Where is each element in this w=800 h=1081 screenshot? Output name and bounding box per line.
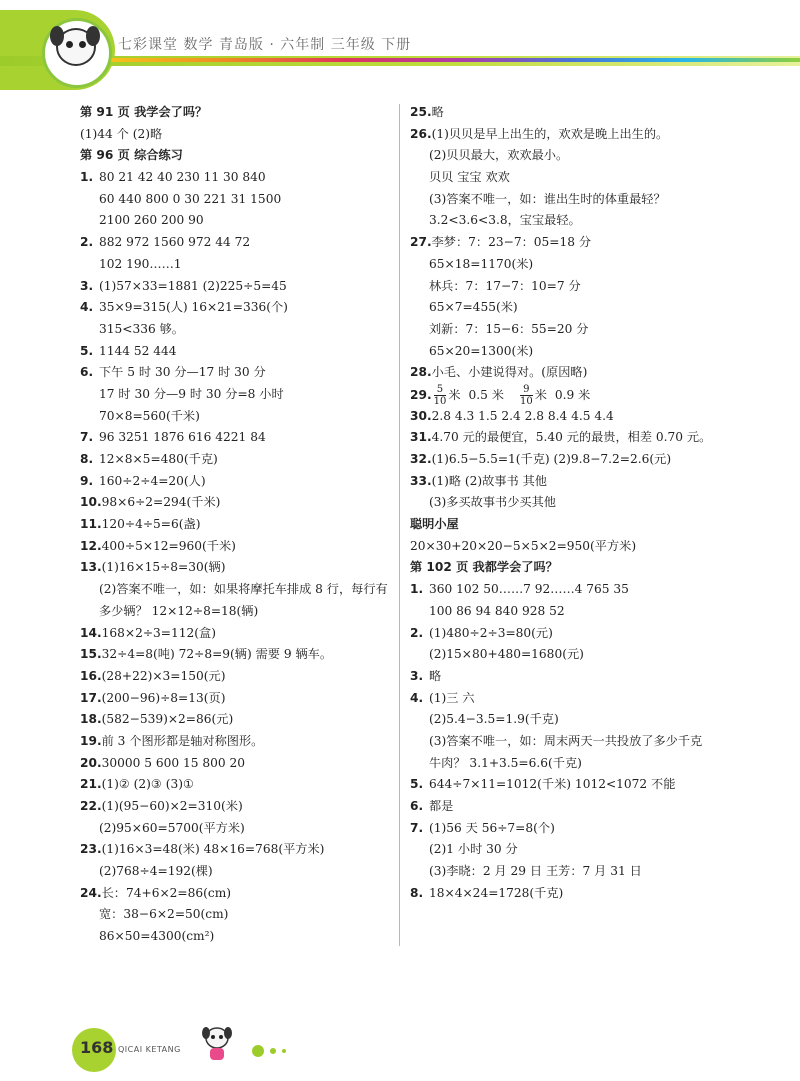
answer-text: 120÷4÷5=6(盏) xyxy=(101,517,201,532)
answer-text: 96 3251 1876 616 4221 84 xyxy=(99,430,266,445)
answer-text: (3)李晓：2 月 29 日 王芳：7 月 31 日 xyxy=(429,864,642,879)
answer-line xyxy=(80,297,395,319)
answer-text: 882 972 1560 972 44 72 xyxy=(99,235,251,250)
answer-line xyxy=(80,449,395,471)
answer-line xyxy=(80,731,395,753)
answer-line xyxy=(80,926,395,948)
answer-text: (1)② (2)③ (3)① xyxy=(101,777,194,792)
answer-line xyxy=(80,839,395,861)
question-number: 18. xyxy=(80,712,102,727)
answer-line xyxy=(410,276,750,298)
dog-mascot-icon xyxy=(200,1024,234,1064)
answer-line xyxy=(410,449,750,471)
answer-text: 65×20=1300(米) xyxy=(429,343,534,358)
footer-brand: QICAI KETANG xyxy=(118,1045,181,1054)
answer-line xyxy=(410,774,750,796)
section-title: 第 102 页 我都学会了吗？ xyxy=(410,560,558,575)
fraction-denominator: 10 xyxy=(433,395,447,407)
answer-text: 12×8×5=480(千克) xyxy=(99,452,218,466)
question-number: 26. xyxy=(410,126,432,141)
fraction-denominator: 10 xyxy=(519,395,533,407)
dog-mascot-icon xyxy=(56,28,96,66)
question-number: 11. xyxy=(80,517,102,532)
answer-line xyxy=(80,189,395,211)
answer-line xyxy=(80,492,395,514)
answer-text: 86×50=4300(cm²) xyxy=(99,929,215,944)
answer-text: (3)答案不唯一，如：周末两天一共投放了多少千克 xyxy=(429,733,703,748)
question-number: 19. xyxy=(80,733,102,748)
answer-text: 30000 5 600 15 800 20 xyxy=(101,755,246,770)
answer-line xyxy=(410,362,750,384)
question-number: 25. xyxy=(410,105,432,119)
question-number: 13. xyxy=(80,560,102,575)
answer-text: 米 xyxy=(534,387,547,402)
question-number: 1. xyxy=(410,582,424,597)
question-number: 7. xyxy=(80,430,94,445)
footer-dot xyxy=(270,1048,276,1054)
question-number: 17. xyxy=(80,690,102,705)
answer-text: 宽：38−6×2=50(cm) xyxy=(99,907,229,922)
question-number: 6. xyxy=(410,799,424,813)
answer-line xyxy=(410,709,750,731)
answer-line xyxy=(80,818,395,840)
column-divider xyxy=(399,104,400,946)
answer-text: 360 102 50……7 92……4 765 35 xyxy=(429,582,629,597)
answer-text: 小毛、小建说得对。(原因略) xyxy=(431,365,588,380)
answer-line xyxy=(410,753,750,775)
answer-text: 多少辆？ 12×12÷8=18(辆) xyxy=(99,603,259,618)
answer-line xyxy=(80,904,395,926)
answer-text: (1)略 (2)故事书 其他 xyxy=(431,473,547,488)
answer-line xyxy=(410,839,750,861)
answer-line xyxy=(80,688,395,710)
question-number: 5. xyxy=(410,777,424,792)
answer-line xyxy=(80,276,395,298)
question-number: 10. xyxy=(80,495,102,510)
fraction xyxy=(520,384,533,407)
question-number: 8. xyxy=(410,885,424,900)
answer-text: (2)5.4−3.5=1.9(千克) xyxy=(429,712,559,727)
mascot-eye xyxy=(66,41,73,48)
answer-line xyxy=(410,492,750,514)
section-title: 聪明小屋 xyxy=(410,517,459,532)
answer-line xyxy=(80,753,395,775)
answer-text: (3)多买故事书少买其他 xyxy=(429,495,556,510)
question-number: 8. xyxy=(80,452,94,466)
answer-line xyxy=(410,579,750,601)
question-number: 31. xyxy=(410,430,432,445)
answer-text: 17 时 30 分—9 时 30 分=8 小时 xyxy=(99,386,284,401)
answer-text: 65×18=1170(米) xyxy=(429,256,534,271)
question-number: 3. xyxy=(80,278,94,293)
answer-line xyxy=(80,883,395,905)
answer-text: (1)三 六 xyxy=(429,690,475,705)
answer-text: 李梦：7：23−7：05=18 分 xyxy=(431,235,592,250)
answer-text: 下午 5 时 30 分—17 时 30 分 xyxy=(99,365,266,380)
question-number: 2. xyxy=(410,625,424,640)
answer-line xyxy=(80,623,395,645)
answer-text: (1)(95−60)×2=310(米) xyxy=(101,799,243,813)
answer-line xyxy=(80,666,395,688)
answer-text: 65×7=455(米) xyxy=(429,300,518,315)
answer-text: 贝贝 宝宝 欢欢 xyxy=(429,170,510,185)
question-number: 28. xyxy=(410,365,432,380)
answer-line xyxy=(80,254,395,276)
answer-line xyxy=(410,427,750,449)
question-number: 3. xyxy=(410,668,424,683)
answer-line xyxy=(410,666,750,688)
fraction-numerator: 5 xyxy=(436,383,444,395)
question-number: 32. xyxy=(410,452,432,466)
answer-line xyxy=(80,514,395,536)
answer-text: 都是 xyxy=(429,799,454,813)
answer-text: (1)57×33=1881 (2)225÷5=45 xyxy=(99,278,287,293)
answer-text: 35×9=315(人) 16×21=336(个) xyxy=(99,300,288,315)
answer-text: 70×8=560(千米) xyxy=(99,408,200,423)
answer-text: 18×4×24=1728(千克) xyxy=(429,885,564,900)
answer-line xyxy=(80,124,395,146)
answer-text: (3)答案不唯一，如：谁出生时的体重最轻？ xyxy=(429,191,666,206)
answer-text: (2)768÷4=192(棵) xyxy=(99,864,213,879)
answer-line xyxy=(80,362,395,384)
answer-line xyxy=(80,579,395,601)
answer-text: (200−96)÷8=13(页) xyxy=(101,690,226,705)
answer-line xyxy=(80,536,395,558)
fraction-numerator: 9 xyxy=(523,383,530,395)
question-number: 1. xyxy=(80,170,94,185)
answer-text: 略 xyxy=(429,668,442,683)
answer-line xyxy=(410,232,750,254)
question-number: 30. xyxy=(410,408,432,423)
answer-text: 长：74+6×2=86(cm) xyxy=(101,885,232,900)
answer-line xyxy=(80,210,395,232)
section-title: 第 96 页 综合练习 xyxy=(80,148,183,163)
answer-text: 400÷5×12=960(千米) xyxy=(101,538,236,553)
answer-text: (1)44 个 (2)略 xyxy=(80,126,163,141)
answer-text: 80 21 42 40 230 11 30 840 xyxy=(99,170,266,185)
question-number: 4. xyxy=(80,300,94,315)
answer-text: 32÷4=8(吨) 72÷8=9(辆) 需要 9 辆车。 xyxy=(101,647,333,662)
answer-line xyxy=(80,145,395,167)
answer-line xyxy=(80,796,395,818)
answer-line xyxy=(410,601,750,623)
answer-text: (1)贝贝是早上出生的，欢欢是晚上出生的。 xyxy=(431,126,669,141)
answer-line xyxy=(410,297,750,319)
question-number: 16. xyxy=(80,668,102,683)
question-number: 7. xyxy=(410,820,424,835)
answer-text: 644÷7×11=1012(千米) 1012<1072 不能 xyxy=(429,777,676,792)
answer-line xyxy=(80,861,395,883)
answer-line xyxy=(410,254,750,276)
answer-text: 刘新：7：15−6：55=20 分 xyxy=(429,321,589,336)
page-header xyxy=(0,0,800,90)
header-title: 七彩课堂 数学 青岛版 · 六年制 三年级 下册 xyxy=(118,37,412,53)
answer-text: 98×6÷2=294(千米) xyxy=(101,495,221,510)
answer-line xyxy=(80,102,395,124)
answer-line xyxy=(410,644,750,666)
mascot-eye xyxy=(79,41,86,48)
answer-text: 米 xyxy=(448,387,461,402)
answer-text: (1)16×15÷8=30(辆) xyxy=(101,560,226,575)
answer-line xyxy=(410,883,750,905)
answer-line xyxy=(80,471,395,493)
answer-line xyxy=(80,406,395,428)
answer-line xyxy=(80,557,395,579)
footer-dot xyxy=(282,1049,286,1053)
answer-line xyxy=(410,688,750,710)
answer-line xyxy=(410,731,750,753)
answer-text: 3.2<3.6<3.8，宝宝最轻。 xyxy=(429,213,581,228)
question-number: 5. xyxy=(80,343,94,358)
answer-line xyxy=(410,189,750,211)
question-number: 2. xyxy=(80,235,94,250)
answer-text: 160÷2÷4=20(人) xyxy=(99,473,206,488)
answer-line xyxy=(410,861,750,883)
mascot-ear xyxy=(86,26,100,46)
answer-line xyxy=(410,471,750,493)
answer-text: 0.5 米 xyxy=(468,387,504,402)
question-number: 22. xyxy=(80,799,102,813)
answer-text: 4.70 元的最便宜，5.40 元的最贵，相差 0.70 元。 xyxy=(431,430,712,445)
answer-text: (2)贝贝最大，欢欢最小。 xyxy=(429,148,569,163)
answer-text: (28+22)×3=150(元) xyxy=(101,668,226,683)
answer-line xyxy=(410,623,750,645)
question-number: 21. xyxy=(80,777,102,792)
answer-text: 2100 260 200 90 xyxy=(99,213,204,228)
answer-text: 168×2÷3=112(盒) xyxy=(101,625,216,640)
answer-text: 前 3 个图形都是轴对称图形。 xyxy=(101,733,264,748)
answer-line xyxy=(410,536,750,558)
answer-text: 林兵：7：17−7：10=7 分 xyxy=(429,278,581,293)
answer-text: (2)答案不唯一，如：如果将摩托车排成 8 行，每行有 xyxy=(99,582,388,597)
question-number: 29. xyxy=(410,387,432,402)
answer-text: 315<336 够。 xyxy=(99,321,184,336)
header-rainbow-stripe xyxy=(110,58,800,62)
answer-line xyxy=(80,601,395,623)
question-number: 24. xyxy=(80,885,102,900)
answer-line xyxy=(80,341,395,363)
answer-line xyxy=(410,818,750,840)
answer-line xyxy=(410,210,750,232)
answer-line xyxy=(80,384,395,406)
question-number: 33. xyxy=(410,473,432,488)
question-number: 27. xyxy=(410,235,432,250)
question-number: 9. xyxy=(80,473,94,488)
answer-text: (1)56 天 56÷7=8(个) xyxy=(429,820,555,835)
answer-line xyxy=(410,319,750,341)
answer-text: (1)480÷2÷3=80(元) xyxy=(429,625,553,640)
answer-line xyxy=(80,774,395,796)
answer-column-right xyxy=(410,102,750,904)
answer-line xyxy=(410,167,750,189)
fraction xyxy=(434,384,447,407)
answer-text: (1)16×3=48(米) 48×16=768(平方米) xyxy=(101,842,325,857)
answer-text: 2.8 4.3 1.5 2.4 2.8 8.4 4.5 4.4 xyxy=(431,408,614,423)
answer-text: 60 440 800 0 30 221 31 1500 xyxy=(99,191,282,206)
page-footer xyxy=(0,1018,800,1078)
answer-text: (2)15×80+480=1680(元) xyxy=(429,647,584,662)
answer-text: (2)95×60=5700(平方米) xyxy=(99,820,245,835)
question-number: 4. xyxy=(410,690,424,705)
answer-text: (2)1 小时 30 分 xyxy=(429,842,518,857)
question-number: 15. xyxy=(80,647,102,662)
question-number: 12. xyxy=(80,538,102,553)
answer-line xyxy=(80,167,395,189)
question-number: 20. xyxy=(80,755,102,770)
answer-text: 100 86 94 840 928 52 xyxy=(429,603,565,618)
answer-text: 102 190……1 xyxy=(99,256,182,271)
answer-text: (582−539)×2=86(元) xyxy=(101,712,234,727)
answer-line xyxy=(410,406,750,428)
answer-line xyxy=(410,124,750,146)
question-number: 6. xyxy=(80,365,94,380)
answer-text: 略 xyxy=(431,105,444,119)
section-title: 第 91 页 我学会了吗？ xyxy=(80,105,208,119)
answer-text: 牛肉？ 3.1+3.5=6.6(千克) xyxy=(429,755,582,770)
answer-line xyxy=(410,341,750,363)
answer-line xyxy=(410,796,750,818)
answer-text: 1144 52 444 xyxy=(99,343,177,358)
answer-line xyxy=(410,384,750,406)
answer-text: 20×30+20×20−5×5×2=950(平方米) xyxy=(410,538,637,553)
page-number: 168 xyxy=(80,1038,114,1057)
question-number: 23. xyxy=(80,842,102,857)
answer-line xyxy=(80,709,395,731)
answer-text: (1)6.5−5.5=1(千克) (2)9.8−7.2=2.6(元) xyxy=(431,452,672,466)
answer-line xyxy=(80,232,395,254)
answer-line xyxy=(410,102,750,124)
answer-line xyxy=(410,145,750,167)
footer-dot xyxy=(252,1045,264,1057)
answer-line xyxy=(410,514,750,536)
mascot-ear xyxy=(50,26,64,46)
answer-column-left xyxy=(80,102,395,948)
question-number: 14. xyxy=(80,625,102,640)
answer-line xyxy=(80,644,395,666)
answer-line xyxy=(80,427,395,449)
answer-line xyxy=(410,557,750,579)
answer-text: 0.9 米 xyxy=(554,387,591,402)
answer-line xyxy=(80,319,395,341)
